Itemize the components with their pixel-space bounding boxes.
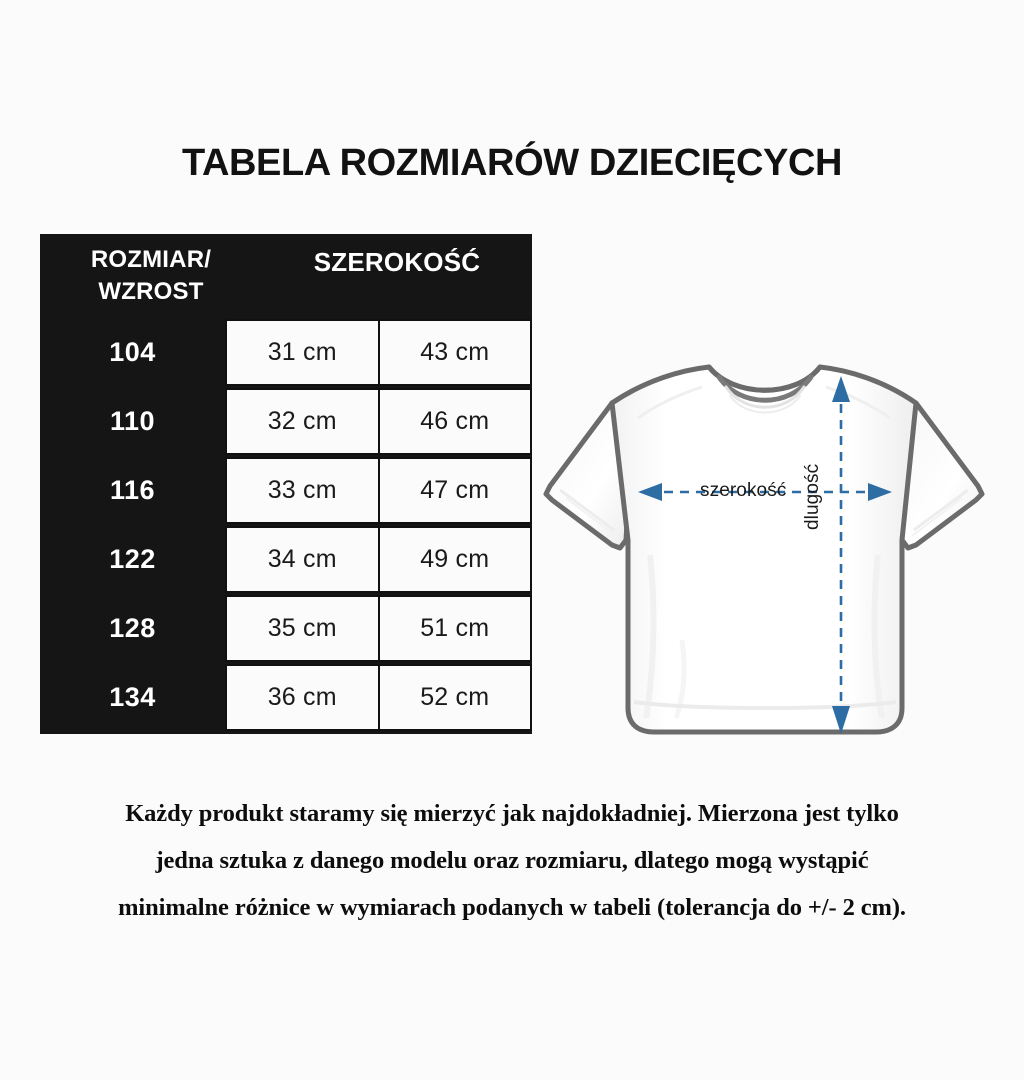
table-row — [40, 456, 532, 525]
disclaimer-line-1: Każdy produkt staramy się mierzyć jak najdokładniej. Mierzona jest tylko — [125, 800, 899, 827]
table-row — [40, 525, 532, 594]
table-row — [40, 387, 532, 456]
cell-length: 47 cm — [379, 457, 533, 524]
width-dimension-label: szerokość — [700, 480, 787, 501]
cell-width: 33 cm — [225, 457, 379, 524]
cell-width: 36 cm — [225, 664, 379, 731]
cell-width: 31 cm — [225, 319, 379, 386]
cell-length: 51 cm — [379, 595, 533, 662]
cell-width: 35 cm — [225, 595, 379, 662]
column-header-size-line2: WZROST — [98, 278, 204, 305]
cell-length: 46 cm — [379, 388, 533, 455]
table-header-row — [40, 234, 532, 318]
cell-width: 34 cm — [225, 526, 379, 593]
tshirt-diagram — [534, 340, 994, 764]
cell-size: 122 — [109, 544, 156, 574]
tshirt-icon — [534, 340, 994, 764]
cell-length: 52 cm — [379, 664, 533, 731]
cell-size: 110 — [109, 406, 156, 436]
cell-size: 104 — [109, 337, 156, 367]
cell-length: 49 cm — [379, 526, 533, 593]
page-title: TABELA ROZMIARÓW DZIECIĘCYCH — [181, 142, 843, 184]
table-row — [40, 663, 532, 732]
cell-width: 32 cm — [225, 388, 379, 455]
shirt-body — [612, 367, 916, 732]
disclaimer-line-2: jedna sztuka z danego modelu oraz rozmiaru, dlatego mogą wystąpić — [155, 847, 869, 874]
size-table — [40, 234, 532, 734]
length-dimension-label: dlugość — [802, 463, 823, 530]
cell-size: 116 — [109, 475, 156, 505]
cell-length: 43 cm — [379, 319, 533, 386]
column-header-size — [40, 244, 262, 308]
column-header-size-line1: ROZMIAR/ — [90, 246, 212, 273]
cell-size: 128 — [109, 613, 156, 643]
disclaimer-line-3: minimalne różnice w wymiarach podanych w tabeli (tolerancja do +/- 2 cm). — [118, 894, 906, 921]
cell-size: 134 — [109, 682, 156, 712]
measurement-disclaimer — [30, 790, 994, 931]
column-header-width: SZEROKOŚĆ — [313, 247, 481, 277]
table-row — [40, 594, 532, 663]
table-row — [40, 318, 532, 387]
